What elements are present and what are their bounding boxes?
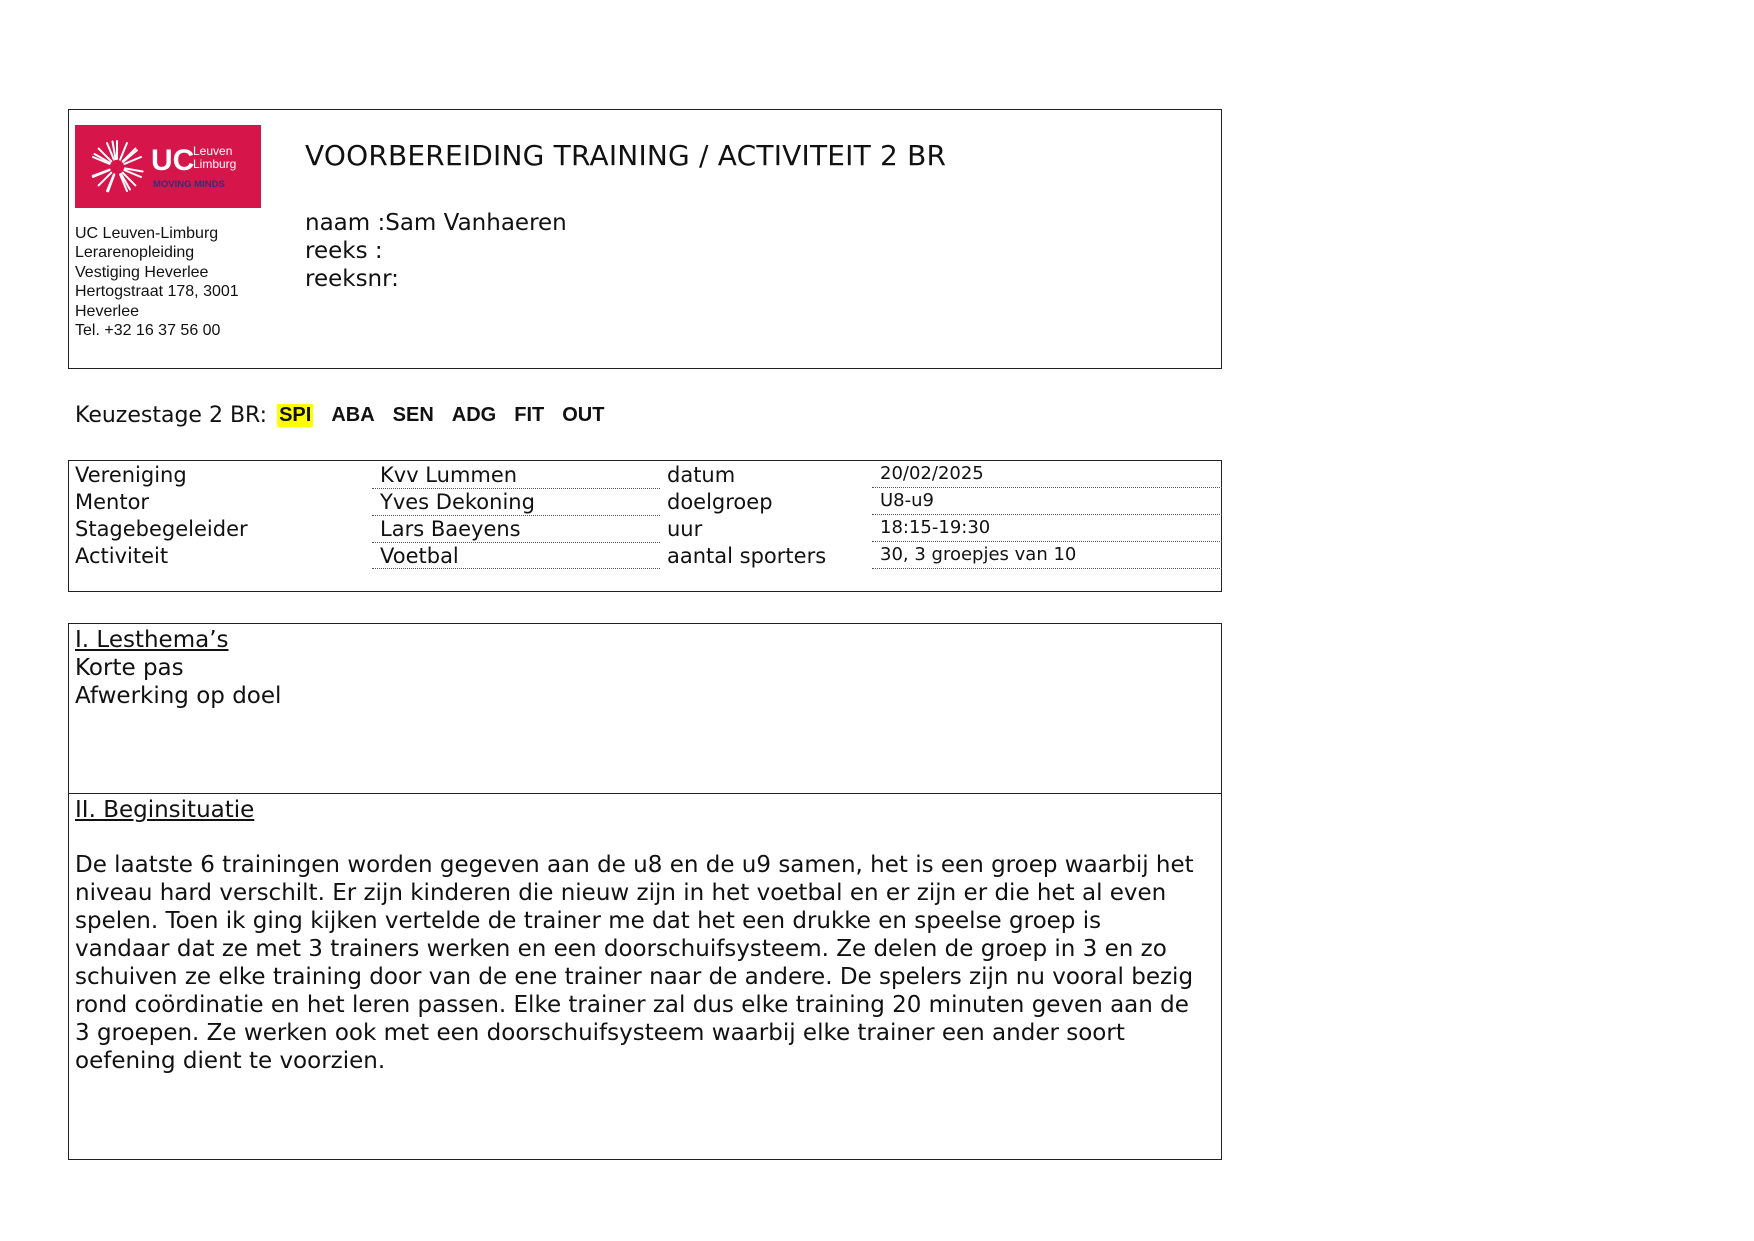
address-line: Tel. +32 16 37 56 00 (75, 322, 221, 340)
info-label-doelgroep: doelgroep (667, 490, 773, 514)
document-title: VOORBEREIDING TRAINING / ACTIVITEIT 2 BR (305, 139, 947, 172)
info-value-doelgroep: U8-u9 (880, 490, 934, 511)
value-underline (872, 568, 1222, 569)
paragraph-line: schuiven ze elke training door van de ene trainer naar de andere. De spelers zijn nu vooral bezig (75, 964, 1194, 990)
keuze-option-adg: ADG (451, 404, 497, 426)
keuze-option-sen: SEN (392, 404, 434, 426)
logo-sub1-text: Leuven (193, 144, 233, 158)
info-label-datum: datum (667, 463, 736, 487)
info-value-uur: 18:15-19:30 (880, 517, 991, 538)
logo-main-text: UC (151, 144, 195, 177)
paragraph-line: oefening dient te voorzien. (75, 1048, 386, 1074)
address-line: Heverlee (75, 302, 140, 320)
address-line: Lerarenopleiding (75, 244, 195, 262)
address-line: UC Leuven-Limburg (75, 225, 219, 242)
uc-leuven-limburg-logo (75, 125, 261, 208)
address-line: Hertogstraat 178, 3001 (75, 283, 239, 301)
naam-line: naam :Sam Vanhaeren (305, 210, 567, 236)
info-label-aantal-sporters: aantal sporters (667, 544, 827, 568)
info-value-mentor: Yves Dekoning (380, 490, 535, 514)
paragraph-line: niveau hard verschilt. Er zijn kinderen die nieuw zijn in het voetbal en er zijn er die het al even (75, 880, 1167, 906)
section-heading-beginsituatie: II. Beginsituatie (75, 797, 255, 823)
info-value-datum: 20/02/2025 (880, 463, 984, 484)
value-underline (372, 568, 660, 569)
value-underline (872, 514, 1222, 515)
info-value-stagebegeleider: Lars Baeyens (380, 517, 521, 541)
paragraph-line: vandaar dat ze met 3 trainers werken en een doorschuifsysteem. Ze delen de groep in 3 en zo (75, 936, 1167, 962)
paragraph-line: De laatste 6 trainingen worden gegeven aan de u8 en de u9 samen, het is een groep waarbij het (75, 852, 1194, 878)
paragraph-line: 3 groepen. Ze werken ook met een doorschuifsysteem waarbij elke trainer een ander soort (75, 1020, 1125, 1046)
keuze-option-fit: FIT (514, 404, 545, 426)
address-line: Vestiging Heverlee (75, 263, 209, 281)
info-label-vereniging: Vereniging (75, 463, 187, 487)
beginsituatie-text (75, 851, 1215, 1075)
keuzestage-label: Keuzestage 2 BR: (75, 403, 268, 428)
logo-tagline-text: MOVING MINDS (153, 179, 225, 190)
info-label-activiteit: Activiteit (75, 544, 169, 568)
value-underline (872, 541, 1222, 542)
info-value-aantal-sporters: 30, 3 groepjes van 10 (880, 544, 1077, 565)
info-value-vereniging: Kvv Lummen (380, 463, 518, 487)
lesthema-item: Afwerking op doel (75, 683, 282, 709)
school-address (75, 224, 239, 340)
lesthema-item: Korte pas (75, 655, 184, 681)
keuze-option-spi: SPI (279, 404, 312, 426)
section-heading-lesthemas: I. Lesthema’s (75, 627, 229, 653)
value-underline (872, 487, 1222, 488)
paragraph-line: spelen. Toen ik ging kijken vertelde de trainer me dat het een drukke en speelse groep is (75, 908, 1102, 934)
keuze-option-out: OUT (562, 404, 605, 426)
logo-sub2-text: Limburg (193, 157, 237, 171)
keuzestage-row (75, 403, 604, 428)
info-label-stagebegeleider: Stagebegeleider (75, 517, 248, 541)
info-label-mentor: Mentor (75, 490, 150, 514)
reeksnr-line: reeksnr: (305, 266, 399, 292)
info-label-uur: uur (667, 517, 703, 541)
reeks-line: reeks : (305, 238, 383, 264)
value-underline (372, 488, 660, 489)
value-underline (372, 515, 660, 516)
paragraph-line: rond coördinatie en het leren passen. Elke trainer zal dus elke training 20 minuten geven aan de (75, 992, 1189, 1018)
keuze-option-aba: ABA (331, 404, 375, 426)
section-divider (68, 793, 1222, 794)
value-underline (372, 542, 660, 543)
info-value-activiteit: Voetbal (380, 544, 459, 568)
